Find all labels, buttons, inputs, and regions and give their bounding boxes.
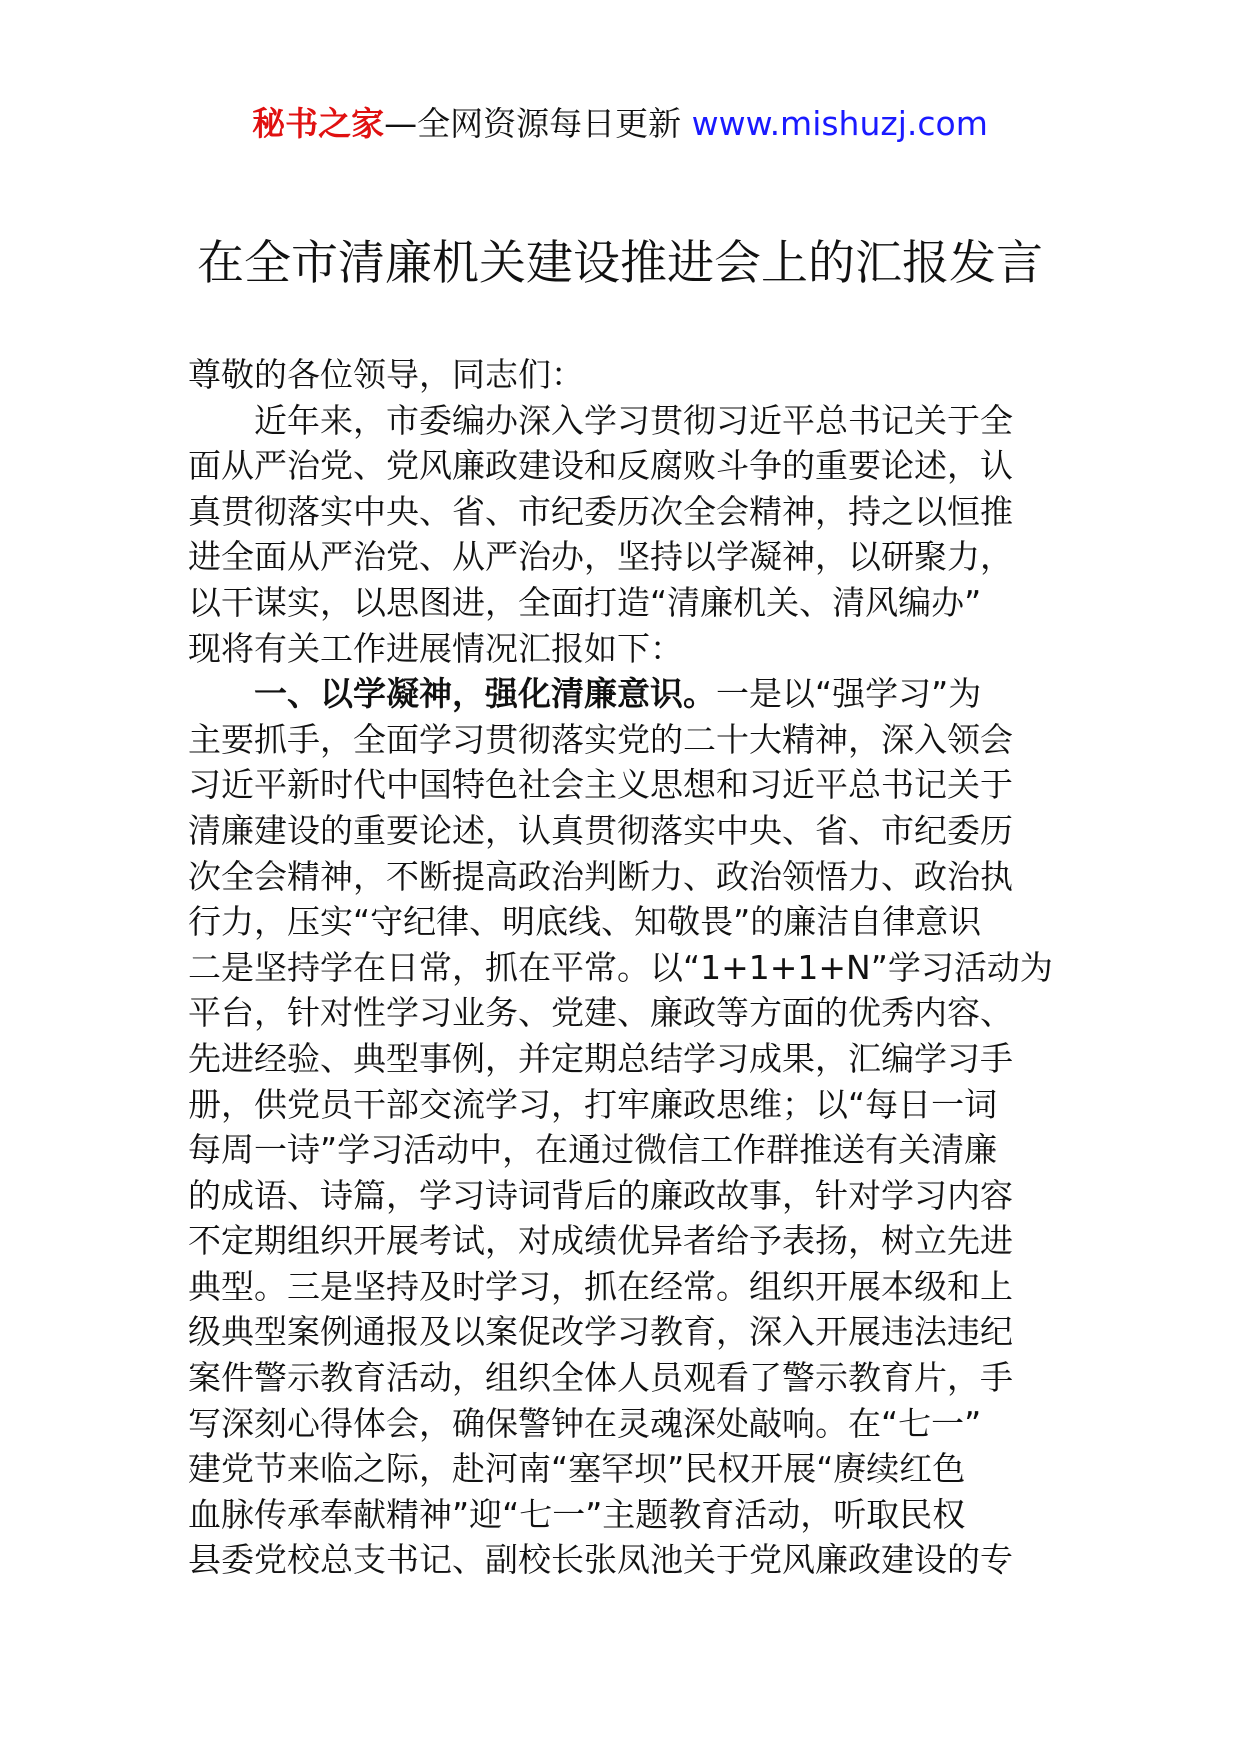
paragraph-line: 血脉传承奉献精神”迎“七一”主题教育活动，听取民权: [188, 1494, 966, 1534]
paragraph-line: 的成语、诗篇，学习诗词背后的廉政故事，针对学习内容: [188, 1175, 1013, 1215]
site-tagline: —全网资源每日更新: [384, 104, 682, 143]
paragraph-line: 次全会精神，不断提高政治判断力、政治领悟力、政治执: [188, 856, 1013, 896]
section-heading-continuation: 一是以“强学习”为: [716, 674, 982, 714]
paragraph-line: 案件警示教育活动，组织全体人员观看了警示教育片，手: [188, 1358, 1013, 1398]
paragraph-line: 现将有关工作进展情况汇报如下：: [188, 628, 683, 668]
paragraph-line: 面从严治党、党风廉政建设和反腐败斗争的重要论述，认: [188, 446, 1013, 486]
site-header: [0, 100, 1240, 148]
paragraph-line: 级典型案例通报及以案促改学习教育，深入开展违法违纪: [188, 1312, 1013, 1352]
section-heading: 一、以学凝神，强化清廉意识。: [254, 674, 716, 714]
paragraph-line: 写深刻心得体会，确保警钟在灵魂深处敲响。在“七一”: [188, 1403, 982, 1443]
paragraph-line: 行力，压实“守纪律、明底线、知敬畏”的廉洁自律意识: [188, 902, 982, 942]
section-heading-line: [188, 671, 1054, 717]
paragraph-line: 县委党校总支书记、副校长张凤池关于党风廉政建设的专: [188, 1540, 1013, 1580]
paragraph-line: 进全面从严治党、从严治办，坚持以学凝神，以研聚力，: [188, 537, 1013, 577]
paragraph-line: 建党节来临之际，赴河南“塞罕坝”民权开展“赓续红色: [188, 1449, 966, 1489]
document-title: 在全市清廉机关建设推进会上的汇报发言: [197, 236, 1043, 291]
paragraph-line: 清廉建设的重要论述，认真贯彻落实中央、省、市纪委历: [188, 810, 1013, 850]
site-brand: 秘书之家: [252, 104, 385, 143]
site-url-link[interactable]: www.mishuzj.com: [691, 104, 988, 143]
paragraph-line: 平台，针对性学习业务、党建、廉政等方面的优秀内容、: [188, 993, 1013, 1033]
paragraph-line: 册，供党员干部交流学习，打牢廉政思维；以“每日一词: [188, 1084, 998, 1124]
paragraph-line: 二是坚持学在日常，抓在平常。以“1+1+1+N”学习活动为: [188, 947, 1053, 987]
document-body: [188, 352, 1054, 1583]
paragraph-line: 典型。三是坚持及时学习，抓在经常。组织开展本级和上: [188, 1266, 1013, 1306]
paragraph-line: 近年来，市委编办深入学习贯彻习近平总书记关于全: [254, 400, 1013, 440]
paragraph-line: 真贯彻落实中央、省、市纪委历次全会精神，持之以恒推: [188, 491, 1013, 531]
salutation-line: 尊敬的各位领导，同志们：: [188, 355, 584, 394]
paragraph-line: 先进经验、典型事例，并定期总结学习成果，汇编学习手: [188, 1038, 1013, 1078]
paragraph-line: 习近平新时代中国特色社会主义思想和习近平总书记关于: [188, 765, 1013, 805]
paragraph-line: 不定期组织开展考试，对成绩优异者给予表扬，树立先进: [188, 1221, 1013, 1261]
paragraph-line: 主要抓手，全面学习贯彻落实党的二十大精神，深入领会: [188, 719, 1013, 759]
paragraph-line: 每周一诗”学习活动中，在通过微信工作群推送有关清廉: [188, 1130, 998, 1170]
paragraph-line: 以干谋实，以思图进，全面打造“清廉机关、清风编办”: [188, 582, 982, 622]
